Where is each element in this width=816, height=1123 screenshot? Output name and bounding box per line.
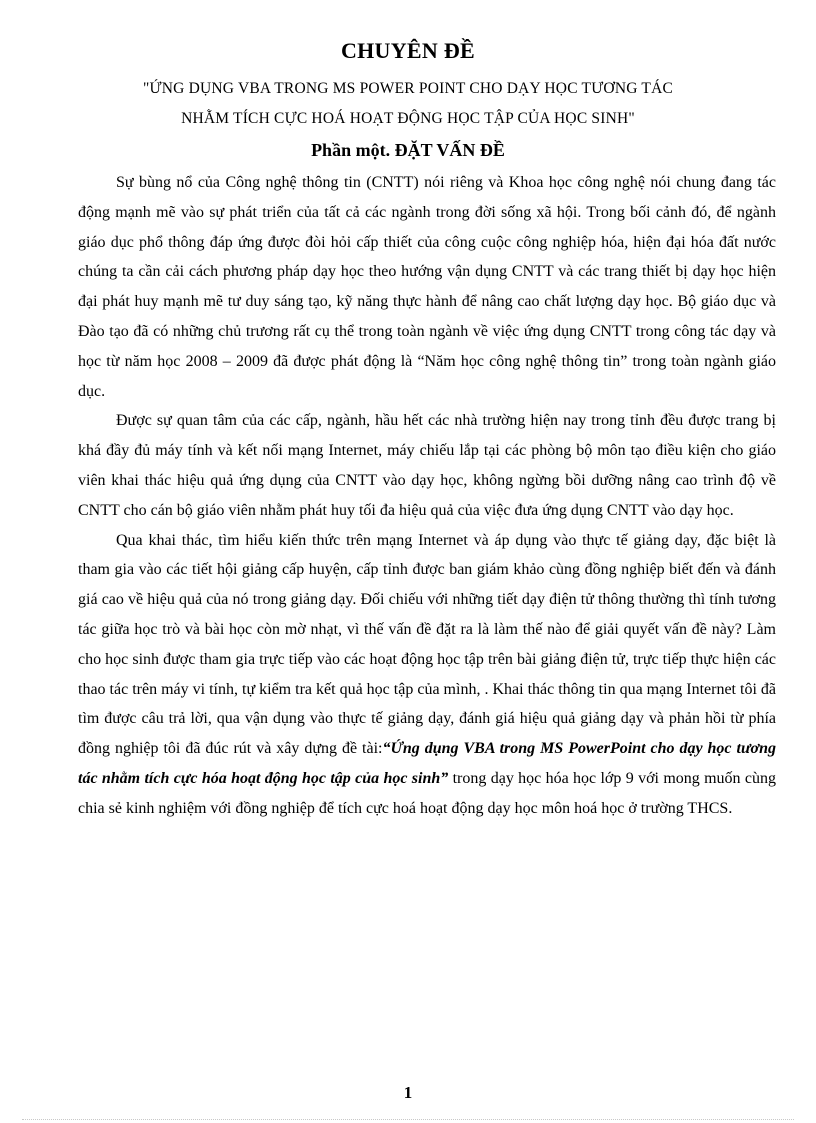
page-number: 1: [403, 1083, 413, 1102]
topic-title-emphasis: “Ứng dụng VBA trong MS PowerPoint cho dạy học tương tác nhằm tích cực hóa hoạt động học tập của học sinh”: [78, 740, 777, 787]
paragraph-3: [78, 526, 776, 824]
paragraph-3-text: Qua khai thác, tìm hiểu kiến thức trên mạng Internet và áp dụng vào thực tế giảng dạy, đặc biệt là tham gia vào các tiết hội giảng cấp huyện, cấp tỉnh được ban giám khảo cùng đồng nghiệp biết đến và đánh giá cao về hiệu quả của nó trong giảng dạy. Đối chiếu với những tiết dạy điện tử thông thường thì tính tương tác giữa học trò và bài học còn mờ nhạt, vì thế vấn đề đặt ra là làm thế nào để giải quyết vấn đề này? Làm cho học sinh được tham gia trực tiếp vào các hoạt động học tập trên bài giảng điện tử, trực tiếp thực hiện các thao tác trên máy vi tính, tự kiểm tra kết quả học tập của mình, . Khai thác thông tin qua mạng Internet tôi đã tìm được câu trả lời, qua vận dụng vào thực tế giảng dạy, đánh giá hiệu quả giảng dạy và phản hồi từ phía đồng nghiệp tôi đã đúc rút và xây dựng đề tài:: [78, 531, 776, 758]
paragraph-3-tail: trong dạy học hóa học lớp 9 với mong muốn cùng chia sẻ kinh nghiệm với đồng nghiệp để tích cực hoá hoạt động dạy học môn hoá học ở trường THCS.: [78, 769, 776, 817]
footer-divider: [22, 1119, 794, 1120]
subtitle-line-2: NHẰM TÍCH CỰC HOÁ HOẠT ĐỘNG HỌC TẬP CỦA HỌC SINH": [181, 110, 635, 127]
paragraph-2: Được sự quan tâm của các cấp, ngành, hầu hết các nhà trường hiện nay trong tỉnh đều được trang bị khá đầy đủ máy tính và kết nối mạng Internet, máy chiếu lắp tại các phòng bộ môn tạo điều kiện cho giáo viên khai thác hiệu quả ứng dụng của CNTT vào dạy học, không ngừng bồi dưỡng nâng cao trình độ về CNTT cho cán bộ giáo viên nhằm phát huy tối đa hiệu quả của việc đưa ứng dụng CNTT vào dạy học.: [78, 412, 776, 519]
paragraph-1: Sự bùng nổ của Công nghệ thông tin (CNTT) nói riêng và Khoa học công nghệ nói chung đang tác động mạnh mẽ vào sự phát triển của tất cả các ngành trong đời sống xã hội. Trong bối cảnh đó, để ngành giáo dục phổ thông đáp ứng được đòi hỏi cấp thiết của công cuộc công nghiệp hóa, hiện đại hóa đất nước chúng ta cần cải cách phương pháp dạy học theo hướng vận dụng CNTT và các trang thiết bị dạy học hiện đại phát huy mạnh mẽ tư duy sáng tạo, kỹ năng thực hành để nâng cao chất lượng dạy học. Bộ giáo dục và Đào tạo đã có những chủ trương rất cụ thể trong toàn ngành về việc ứng dụng CNTT trong công tác dạy và học từ năm học 2008 – 2009 đã được phát động là “Năm học công nghệ thông tin” trong toàn ngành giáo dục.: [78, 174, 776, 400]
part-heading: Phần một. ĐẶT VẤN ĐỀ: [311, 140, 505, 160]
document-title: CHUYÊN ĐỀ: [340, 38, 476, 63]
subtitle-line-1: "ỨNG DỤNG VBA TRONG MS POWER POINT CHO DẠY HỌC TƯƠNG TÁC: [142, 80, 674, 97]
body-text: [78, 168, 776, 824]
